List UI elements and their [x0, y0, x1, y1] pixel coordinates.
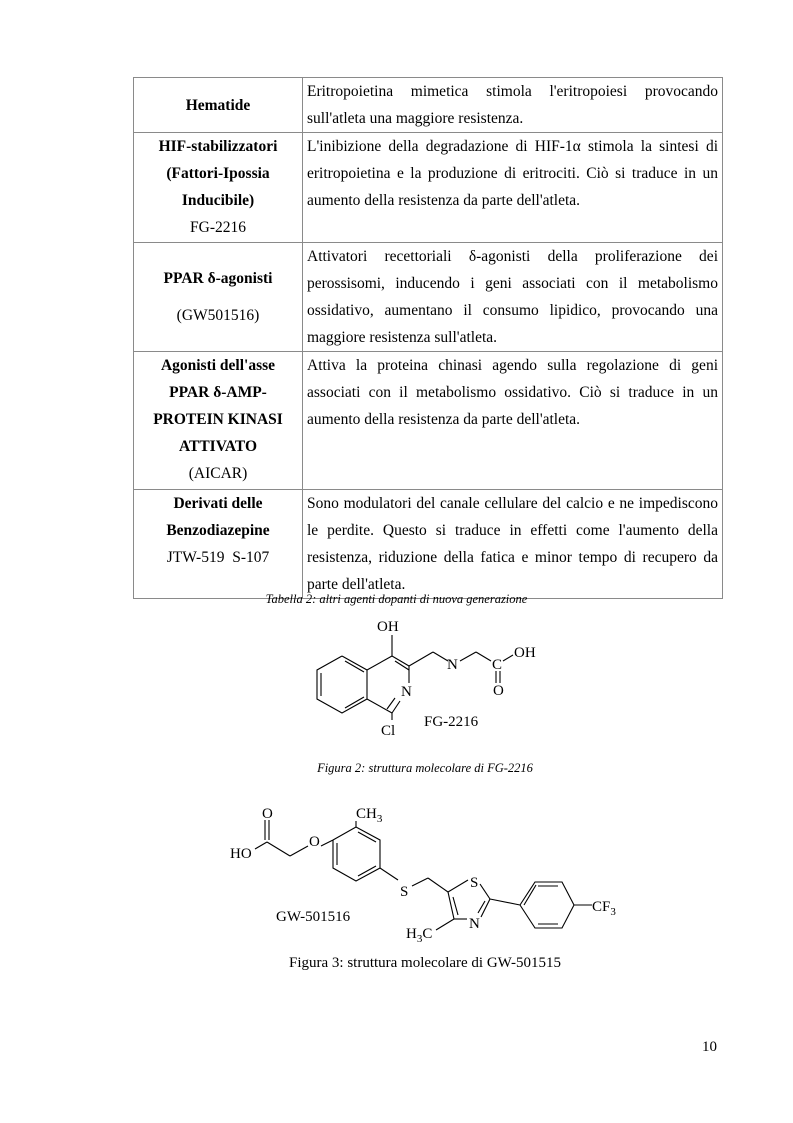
- agent-description: Sono modulatori del canale cellulare del calcio e ne impediscono le perdite. Questo si traduce in effetti come l'aumento della resistenza, riduzione della fatica e minor tempo di recupero da parte dell'atleta.: [303, 490, 723, 599]
- chlorine-label: Cl: [381, 723, 396, 739]
- methyl-label: $CH_3$: [356, 806, 383, 825]
- hydroxyl-label: HO: [230, 846, 252, 862]
- agent-description: Eritropoietina mimetica stimola l'eritropoiesi provocando sull'atleta una maggiore resistenza.: [303, 78, 723, 133]
- agent-name: HIF-stabilizzatori (Fattori-Ipossia Inducibile): [158, 138, 278, 209]
- agent-code: (AICAR): [188, 465, 248, 482]
- agent-name: Agonisti dell'asse PPAR δ-AMP-PROTEIN KINASI ATTIVATO: [153, 357, 283, 455]
- agent-code: JTW-519 S-107: [166, 549, 270, 566]
- carbonyl-oxygen-label: O: [493, 683, 504, 699]
- agent-description: Attivatori recettoriali δ-agonisti della proliferazione dei perossisomi, inducendo i geni associati con il metabolismo ossidativo, aumentano il consumo lipidico, provocando una maggiore resistenza sull'atleta.: [303, 243, 723, 352]
- table-caption: Tabella 2: altri agenti dopanti di nuova generazione: [265, 592, 528, 606]
- agent-name: Hematide: [185, 96, 251, 114]
- carbonyl-carbon-label: C: [492, 657, 503, 673]
- carboxyl-oh-label: OH: [514, 645, 536, 661]
- compound-name-label: FG-2216: [424, 714, 479, 730]
- ring-nitrogen-label: N: [469, 916, 480, 932]
- agent-code: (GW501516): [176, 307, 260, 324]
- hydroxyl-label: OH: [377, 619, 399, 635]
- figure-2-caption: Figura 2: struttura molecolare di FG-2216: [317, 761, 533, 775]
- ring-sulfur-label: S: [470, 875, 479, 891]
- ring-nitrogen-label: N: [401, 684, 412, 700]
- thioether-sulfur-label: S: [400, 884, 409, 900]
- page-number: 10: [702, 1039, 717, 1055]
- trifluoromethyl-label: $CF_3$: [592, 899, 616, 918]
- agent-code: FG-2216: [190, 219, 246, 236]
- ether-oxygen-label: O: [309, 834, 320, 850]
- agent-name: Derivati delle Benzodiazepine: [166, 495, 270, 539]
- amine-nitrogen-label: N: [447, 657, 458, 673]
- figure-3-caption: Figura 3: struttura molecolare di GW-501515: [288, 955, 562, 971]
- agent-description: L'inibizione della degradazione di HIF-1α stimola la sintesi di eritropoietina e la produzione di eritrociti. Ciò si traduce in un aumento della resistenza da parte dell'atleta.: [303, 133, 723, 243]
- agent-description: Attiva la proteina chinasi agendo sulla regolazione di geni associati con il metabolismo ossidativo. Ciò si traduce in un aumento della resistenza da parte dell'atleta.: [303, 352, 723, 490]
- compound-name-label: GW-501516: [276, 909, 351, 925]
- methyl-h3c-label: $H_3C$: [406, 926, 433, 945]
- carbonyl-oxygen-label: O: [262, 806, 273, 822]
- agent-name: PPAR δ-agonisti: [163, 270, 273, 287]
